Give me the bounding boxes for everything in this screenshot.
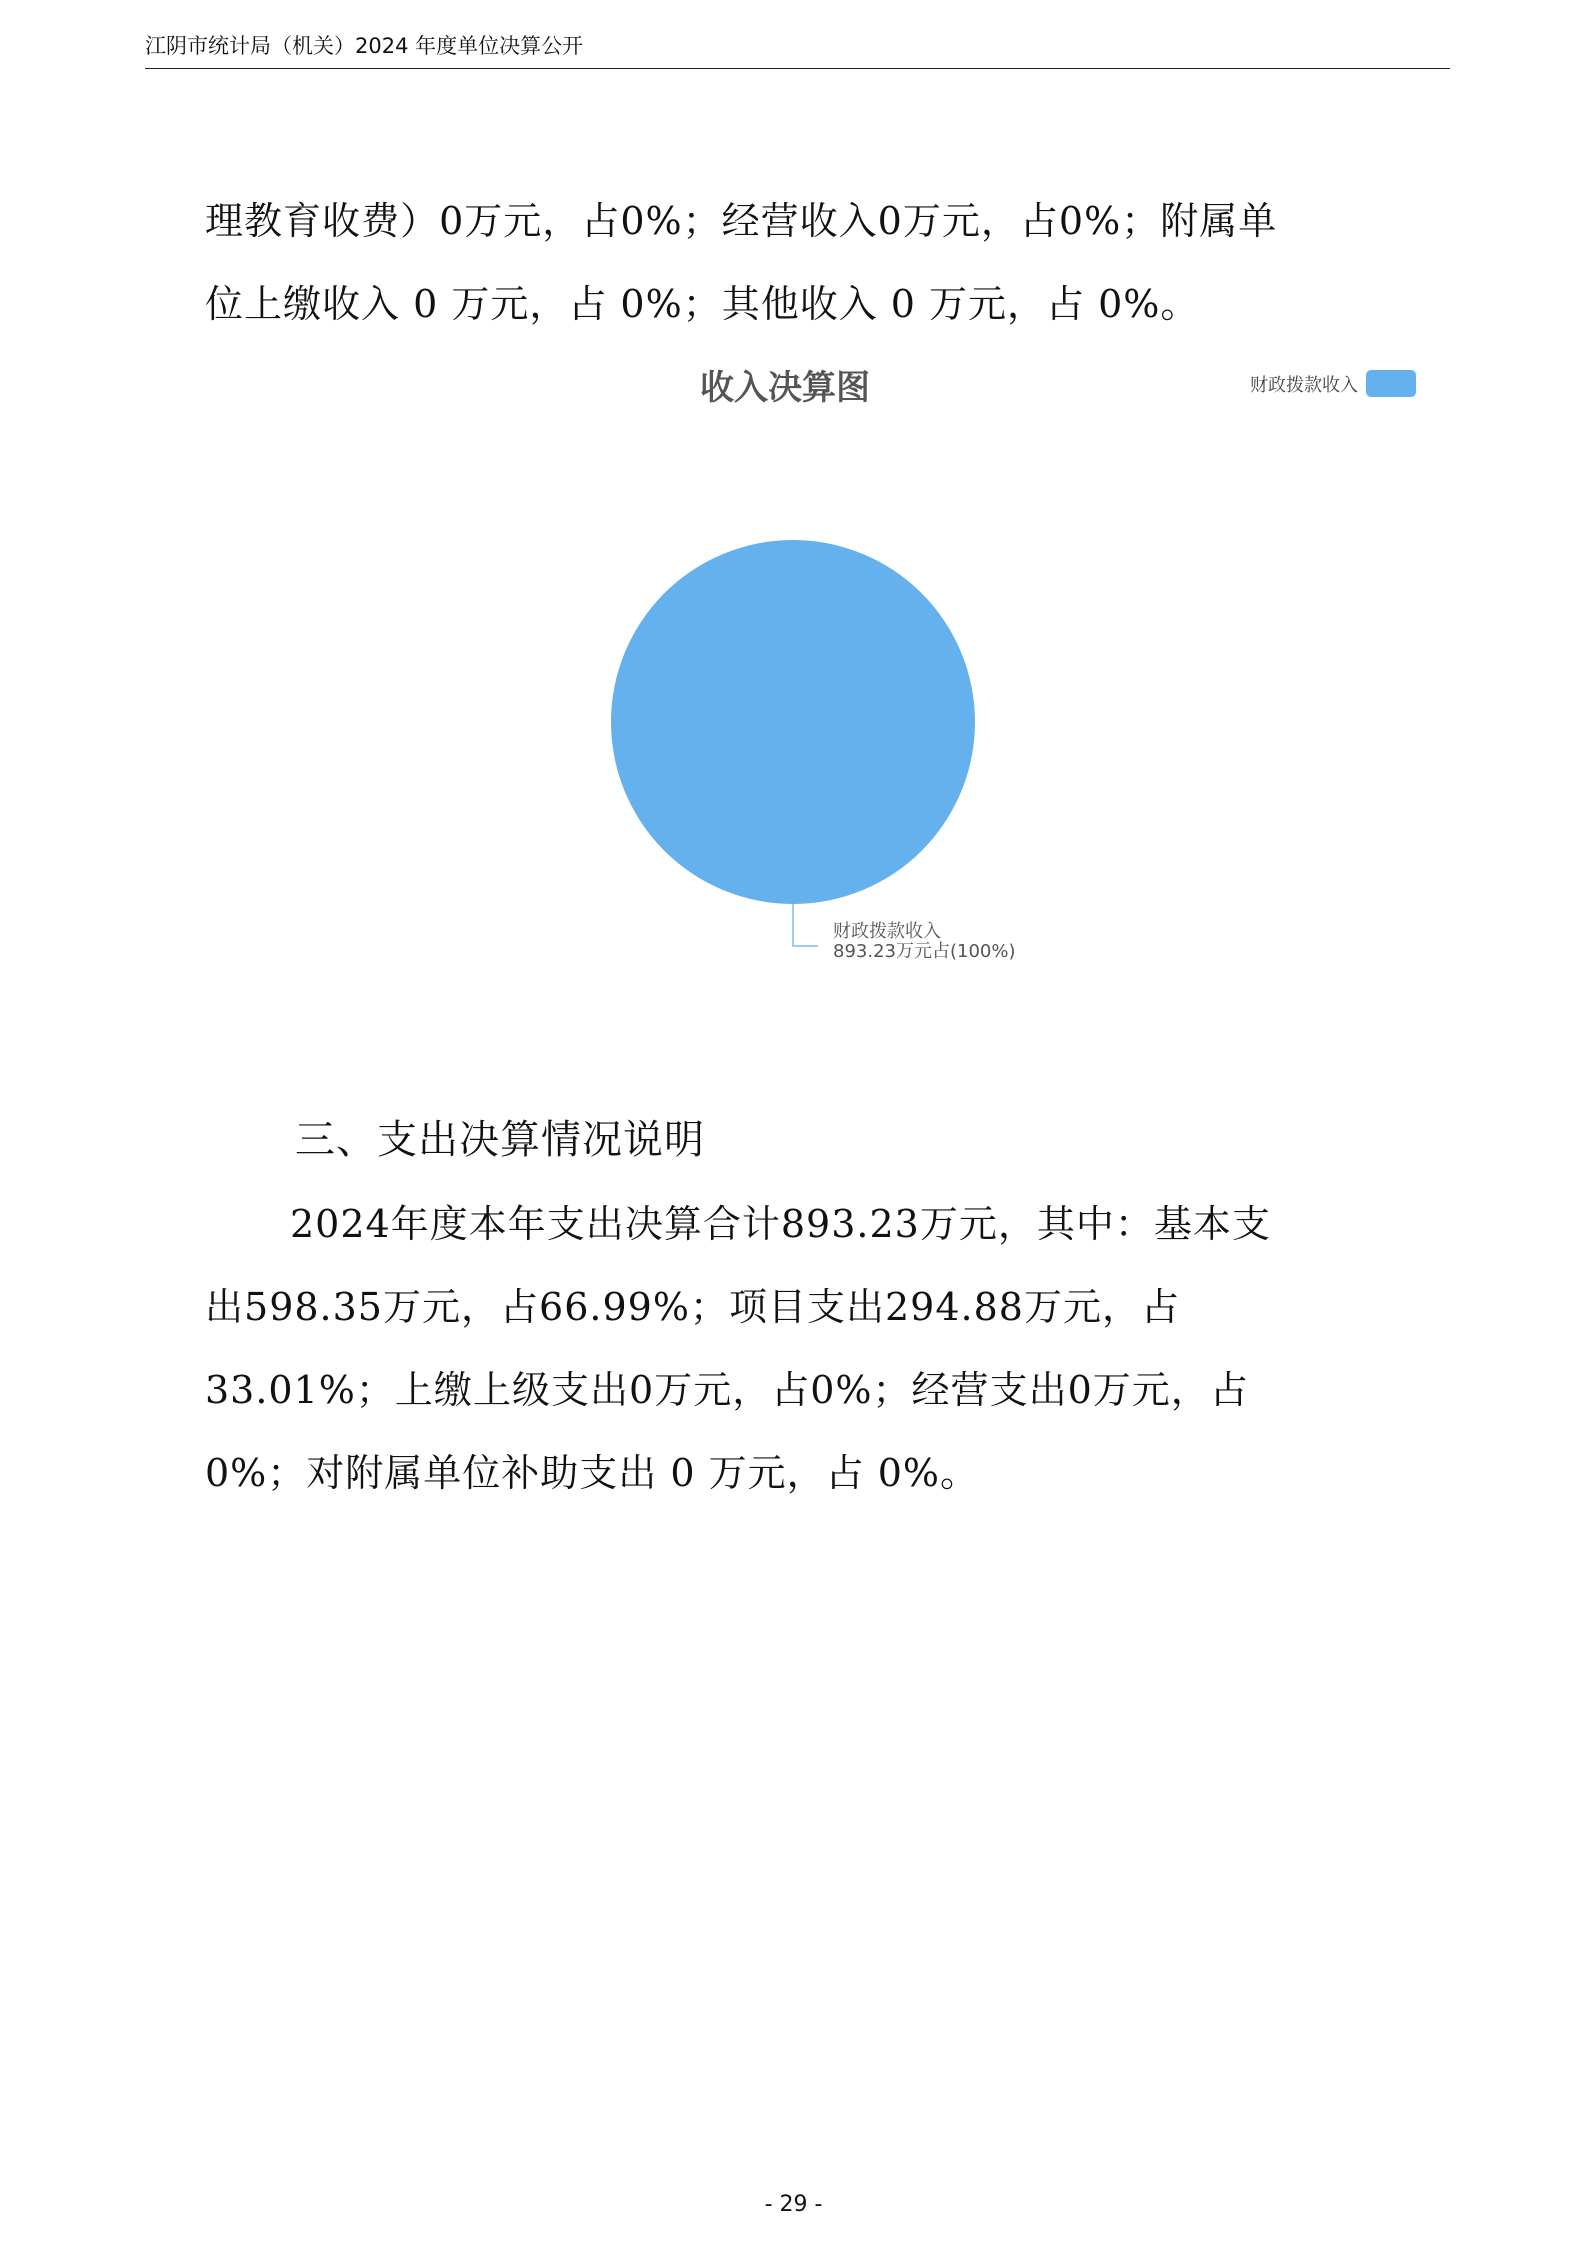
expense-line-1-token: 年 [507, 1202, 547, 1246]
expense-line-1-token: 出 [585, 1202, 625, 1246]
expense-line-3-token: 支 [989, 1368, 1029, 1412]
expense-line-2-token: 元， [422, 1285, 501, 1329]
intro-line-1-token: 育 [283, 199, 323, 243]
expense-line-1-token: 万 [919, 1202, 959, 1246]
expense-line-3-token: 占 [1209, 1368, 1249, 1412]
chart-legend [1250, 370, 1416, 397]
expense-line-2-token: 66.99%； [539, 1285, 729, 1329]
intro-line-1-token: 0%； [620, 199, 722, 243]
expense-line-2-token: 目 [767, 1285, 807, 1329]
expense-line-1-token: 决 [624, 1202, 664, 1246]
expense-line-2-token: 万 [1023, 1285, 1063, 1329]
expense-line-2-token: 项 [728, 1285, 768, 1329]
intro-line-1-token: 理 [205, 199, 245, 243]
expense-line-1-token: 支 [546, 1202, 586, 1246]
chart-title: 收入决算图 [700, 368, 870, 408]
expense-line-1-token: 893.23 [780, 1202, 920, 1246]
expense-line-2-token: 支 [806, 1285, 846, 1329]
pie-leader-line [793, 904, 818, 946]
expense-line-3-token: 万 [1092, 1368, 1132, 1412]
expense-line-1 [205, 1183, 1395, 1266]
intro-line-1-token: 万 [464, 199, 504, 243]
expense-line-1-token: 支 [1231, 1202, 1271, 1246]
expense-line-3-token: 出 [589, 1368, 629, 1412]
expense-line-2-token: 294.88 [885, 1285, 1024, 1329]
intro-line-1-token: 费 [361, 199, 401, 243]
intro-line-1-token: 单 [1238, 199, 1278, 243]
expense-line-1-token: 本 [468, 1202, 508, 1246]
expense-line-3-token: 支 [550, 1368, 590, 1412]
expense-line-3-token: 0 [629, 1368, 655, 1412]
expense-line-2-token: 占 [500, 1285, 540, 1329]
intro-line-1-token: ）0 [400, 199, 465, 243]
intro-line-1-token: 元， [503, 199, 582, 243]
intro-paragraph [205, 180, 1395, 346]
expense-line-3-token: 33.01%； [205, 1368, 395, 1412]
expense-line-2 [205, 1266, 1395, 1349]
expense-line-1-token: 基 [1153, 1202, 1193, 1246]
income-pie-chart [560, 350, 1460, 990]
legend-swatch [1366, 370, 1416, 397]
expense-line-4: 0%；对附属单位补助支出 0 万元，占 0%。 [205, 1451, 979, 1495]
expense-line-2-token: 万 [382, 1285, 422, 1329]
expense-line-2-token: 出 [845, 1285, 885, 1329]
expense-line-3-token: 万 [654, 1368, 694, 1412]
expense-line-2-token: 元， [1062, 1285, 1141, 1329]
pie-slice-0 [611, 540, 975, 904]
expense-paragraph [205, 1183, 1395, 1515]
expense-line-3-token: 元， [1131, 1368, 1210, 1412]
intro-line-1-token: 万 [902, 199, 942, 243]
pie-data-label: 893.23万元占(100%) [833, 941, 1016, 962]
expense-line-1-token: 年 [390, 1202, 430, 1246]
expense-line-2-token: 占 [1141, 1285, 1181, 1329]
intro-line-1-token: 附 [1160, 199, 1200, 243]
intro-line-1-token: 入 [838, 199, 878, 243]
expense-line-3-token: 级 [511, 1368, 551, 1412]
expense-line-3 [205, 1349, 1395, 1432]
expense-line-1-token: 算 [663, 1202, 703, 1246]
expense-line-1-token: 元， [958, 1202, 1037, 1246]
expense-line-3-token: 0 [1067, 1368, 1093, 1412]
expense-line-1-token: 合 [702, 1202, 742, 1246]
intro-line-1-token: 属 [1199, 199, 1239, 243]
intro-line-1-token: 经 [721, 199, 761, 243]
intro-line-1-token: 0%； [1058, 199, 1161, 243]
intro-line-2: 位上缴收入 0 万元，占 0%；其他收入 0 万元，占 0%。 [205, 282, 1200, 326]
header-title: 江阴市统计局（机关）2024 年度单位决算公开 [145, 34, 584, 58]
expense-line-2-token: 598.35 [244, 1285, 383, 1329]
intro-line-1-token: 营 [760, 199, 800, 243]
expense-line-1-token: 本 [1192, 1202, 1232, 1246]
expense-line-3-token: 经 [911, 1368, 951, 1412]
expense-line-3-token: 占 [771, 1368, 811, 1412]
intro-line-1-token: 收 [799, 199, 839, 243]
expense-line-2-token: 出 [205, 1285, 245, 1329]
expense-line-3-token: 缴 [433, 1368, 473, 1412]
expense-line-3-token: 出 [1028, 1368, 1068, 1412]
expense-line-3-token: 营 [950, 1368, 990, 1412]
expense-line-3-token: 0%； [810, 1368, 912, 1412]
expense-line-3-token: 上 [472, 1368, 512, 1412]
page-number: - 29 - [764, 2192, 823, 2217]
intro-line-1-token: 占 [1019, 199, 1059, 243]
intro-line-1 [205, 180, 1395, 263]
intro-line-1-token: 0 [877, 199, 903, 243]
section-heading: 三、支出决算情况说明 [295, 1117, 705, 1163]
intro-line-1-token: 收 [322, 199, 362, 243]
expense-line-3-token: 元， [693, 1368, 772, 1412]
page-header [145, 28, 1450, 69]
intro-line-1-token: 教 [244, 199, 284, 243]
pie-chart-svg [560, 350, 1460, 990]
expense-line-1-token: 计 [741, 1202, 781, 1246]
intro-line-1-token: 占 [581, 199, 621, 243]
expense-line-1-token: 其 [1036, 1202, 1076, 1246]
legend-label: 财政拨款收入 [1250, 374, 1358, 396]
expense-line-1-token: 中： [1075, 1202, 1154, 1246]
intro-line-1-token: 元， [941, 199, 1020, 243]
expense-line-1-token: 度 [429, 1202, 469, 1246]
expense-line-1-token: 2024 [290, 1202, 391, 1246]
expense-line-3-token: 上 [394, 1368, 434, 1412]
pie-data-label: 财政拨款收入 [833, 921, 941, 942]
